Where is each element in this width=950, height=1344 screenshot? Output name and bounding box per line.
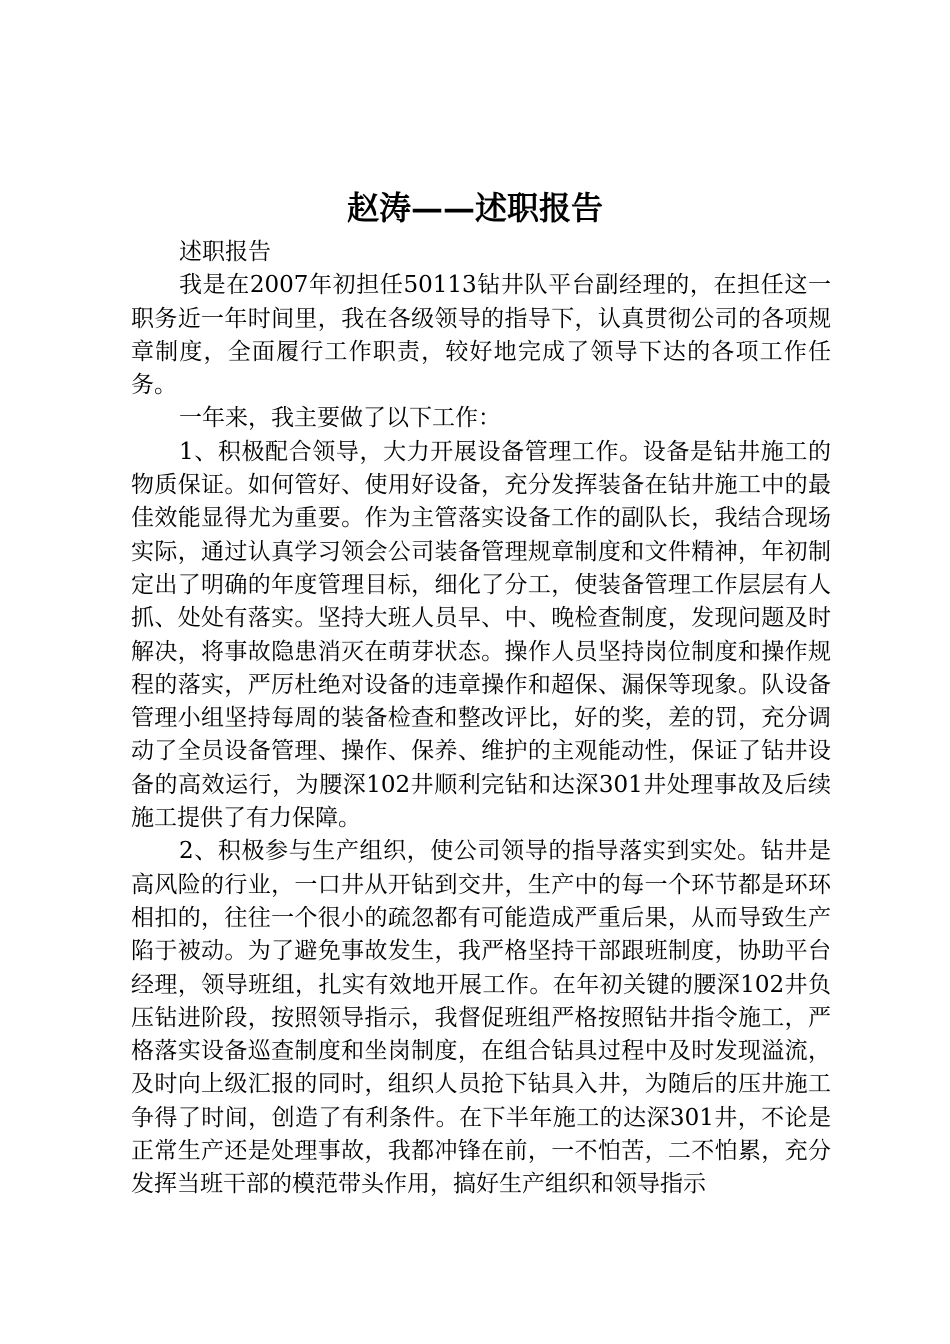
paragraph-item-2: 2、积极参与生产组织，使公司领导的指导落实到实处。钻井是高风险的行业，一口井从开钻到交井，生产中的每一个环节都是环环相扣的，往往一个很小的疏忽都有可能造成严重后果，从而导致生产陷于被动。为了避免事故发生，我严格坚持干部跟班制度，协助平台经理，领导班组，扎实有效地开展工作。在年初关键的腰深102井负压钻进阶段，按照领导指示，我督促班组严格按照钻井指令施工，严格落实设备巡查制度和坐岗制度，在组合钻具过程中及时发现溢流，及时向上级汇报的同时，组织人员抢下钻具入井，为随后的压井施工争得了时间，创造了有利条件。在下半年施工的达深301井，不论是正常生产还是处理事故，我都冲锋在前，一不怕苦，二不怕累，充分发挥当班干部的模范带头作用，搞好生产组织和领导指示 [131,838,831,1198]
paragraph-heading: 述职报告 [179,239,271,265]
document-title: 赵涛——述职报告 [346,189,603,227]
paragraph-intro: 我是在2007年初担任50113钻井队平台副经理的，在担任这一职务近一年时间里，我在各级领导的指导下，认真贯彻公司的各项规章制度，全面履行工作职责，较好地完成了领导下达的各项工作任务。 [131,272,831,399]
paragraph-summary-lead: 一年来，我主要做了以下工作： [179,405,501,432]
document-body [131,236,831,1202]
paragraph-item-1: 1、积极配合领导，大力开展设备管理工作。设备是钻井施工的物质保证。如何管好、使用好设备，充分发挥装备在钻井施工中的最佳效能显得尤为重要。作为主管落实设备工作的副队长，我结合现场实际，通过认真学习领会公司装备管理规章制度和文件精神，年初制定出了明确的年度管理目标，细化了分工，使装备管理工作层层有人抓、处处有落实。坚持大班人员早、中、晚检查制度，发现问题及时解决，将事故隐患消灭在萌芽状态。操作人员坚持岗位制度和操作规程的落实，严厉杜绝对设备的违章操作和超保、漏保等现象。队设备管理小组坚持每周的装备检查和整改评比，好的奖，差的罚，充分调动了全员设备管理、操作、保养、维护的主观能动性，保证了钻井设备的高效运行，为腰深102井顺利完钻和达深301井处理事故及后续施工提供了有力保障。 [131,438,831,832]
